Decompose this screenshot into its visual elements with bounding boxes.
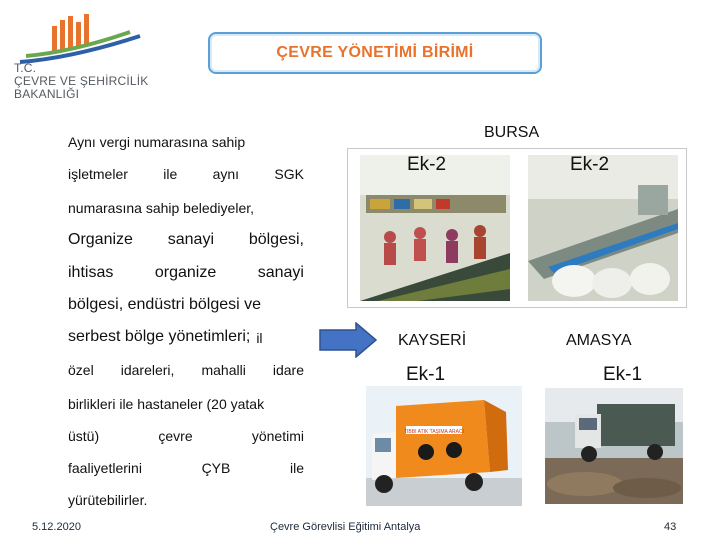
text-line	[68, 296, 304, 314]
text-run: bölgesi, endüstri bölgesi ve	[68, 296, 262, 313]
text-run: SGK	[274, 166, 304, 182]
city-label-bursa: BURSA	[484, 124, 540, 141]
text-run: sanayi	[167, 231, 214, 248]
right-arrow-icon	[318, 322, 378, 358]
text-run: çevre	[158, 428, 193, 444]
text-run: aynı	[212, 166, 240, 182]
ek-label-bottom-right: Ek-1	[603, 364, 643, 385]
footer-center: Çevre Görevlisi Eğitimi Antalya	[270, 521, 421, 533]
city-label-kayseri: KAYSERİ	[398, 332, 467, 349]
text-line	[68, 396, 304, 412]
ek-label-bottom-left: Ek-1	[406, 364, 446, 385]
page-title: ÇEVRE YÖNETİMİ BİRİMİ	[276, 44, 474, 61]
text-line	[68, 428, 304, 444]
text-run: Aynı vergi numarasına sahip	[68, 134, 246, 150]
medical-waste-truck-photo	[366, 386, 522, 506]
ek-label-top-right: Ek-2	[570, 154, 610, 175]
title-box	[208, 32, 542, 74]
text-line	[68, 492, 304, 508]
text-run: serbest bölge yönetimleri;	[68, 328, 251, 345]
text-run: yürütebilirler.	[68, 492, 148, 508]
text-line	[68, 460, 304, 476]
text-run: işletmeler	[68, 166, 128, 182]
text-run: üstü)	[68, 428, 100, 444]
amasya-photo	[545, 388, 683, 504]
text-run: ile	[289, 460, 304, 476]
landfill-truck-photo	[545, 388, 683, 504]
logo-line-3: BAKANLIĞI	[14, 87, 80, 101]
text-run: il	[256, 330, 263, 346]
text-run: ÇYB	[201, 460, 231, 476]
text-line	[68, 134, 304, 150]
footer-date: 5.12.2020	[32, 521, 81, 533]
city-label-amasya: AMASYA	[566, 332, 632, 349]
text-line	[68, 328, 304, 346]
logo-line-1: T.C.	[14, 61, 37, 75]
text-run: idare	[272, 362, 304, 378]
text-run: Organize	[68, 231, 133, 248]
text-run: sanayi	[257, 264, 304, 281]
text-run: organize	[154, 264, 217, 281]
text-run: ile	[163, 166, 178, 182]
text-line	[68, 166, 304, 182]
truck-side-text: TIBBI ATIK TAŞIMA ARACI	[403, 429, 465, 435]
text-run: yönetimi	[251, 428, 304, 444]
text-line	[68, 231, 304, 249]
text-run: birlikleri ile hastaneler (20 yatak	[68, 396, 265, 412]
text-run: ihtisas	[68, 264, 114, 281]
ministry-name	[14, 62, 149, 101]
page-number: 43	[664, 521, 677, 533]
text-run: faaliyetlerini	[68, 460, 142, 476]
text-line	[68, 200, 304, 216]
recycling-facility-photo	[348, 149, 686, 307]
text-run: özel	[68, 362, 94, 378]
text-run: mahalli	[201, 362, 246, 378]
text-run: idareleri,	[120, 362, 175, 378]
kayseri-photo	[366, 386, 522, 506]
bursa-photo-frame	[347, 148, 687, 308]
text-run: numarasına sahip belediyeler,	[68, 200, 255, 216]
text-run: bölgesi,	[248, 231, 304, 248]
text-line	[68, 362, 304, 378]
ek-label-top-left: Ek-2	[407, 154, 447, 175]
logo-line-2: ÇEVRE VE ŞEHİRCİLİK	[14, 74, 149, 88]
text-line	[68, 264, 304, 282]
